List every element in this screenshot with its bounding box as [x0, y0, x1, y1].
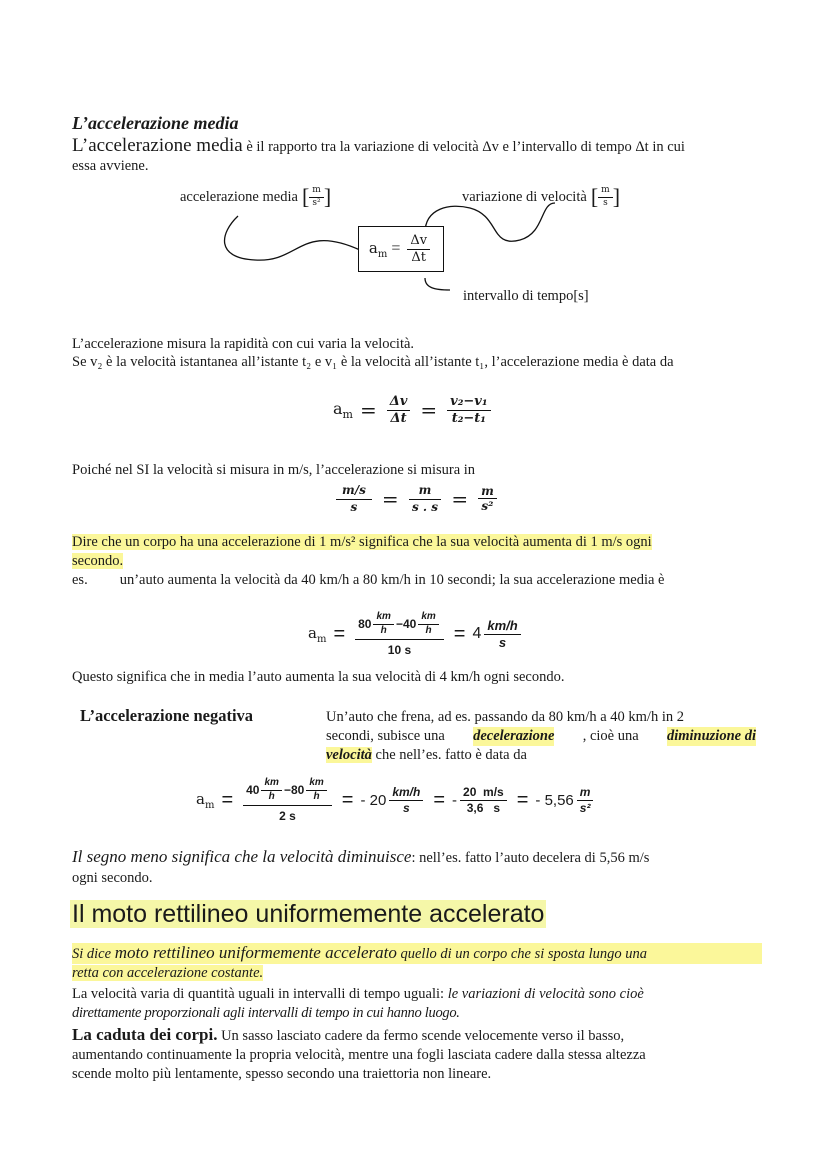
- section-title-accelerazione-negativa: L’accelerazione negativa: [80, 706, 254, 725]
- label-accelerazione-media: accelerazione media [ $\frac{m}{\text{s²}}$ ]: [180, 184, 332, 209]
- example-paragraph: [72, 571, 664, 590]
- paragraph-se: Se v₂ è la velocità istantanea all’istante t₂ e v₁ è la velocità all’istante t₁, l’accelerazione media è data da: [72, 354, 674, 370]
- paragraph-rapidita: L’accelerazione misura la rapidità con cui varia la velocità.: [72, 336, 415, 352]
- definition-moto: Si dice moto rettilineo uniformemente accelerato quello di un corpo che si sposta lungo una retta con accelerazione costante.: [72, 943, 762, 983]
- definition-rest: è il rapporto tra la variazione di velocità Δv e l’intervallo di tempo Δt in cui: [242, 139, 685, 155]
- falling-bodies-paragraph: La caduta dei corpi. Un sasso lasciato cadere da fermo scende velocemente verso il basso, aumentando continuamente la propria velocità, mentre una fogli lasciata cadere dalla stessa altezza scende molto più lentamente, spesso secondo una traiettoria non lineare.: [72, 1025, 646, 1082]
- negative-acceleration-text: Un’auto che frena, ad es. passando da 80 km/h a 40 km/h in 2 secondi, subisce una decelerazione , cioè una diminuzione di velocità che nell’es. fatto è data da: [326, 709, 756, 763]
- formula-decelerazione: $a_m$ = 40 $\frac{km}{h}$ − 80 $\frac{km}{h}$ 2 s = - 20 $\frac{km/h}{s}$ = - $\frac{20 m/s}{3,6 s}$ = - 5,56 $\frac{m}{\text{s²}}$: [196, 778, 596, 823]
- highlight-statement: Dire che un corpo ha una accelerazione di 1 m/s² significa che la sua velocità aumenta di 1 m/s ogni secondo.: [72, 534, 652, 569]
- es-label: es.: [72, 572, 88, 588]
- formula-lhs: $a_m$: [368, 238, 388, 260]
- formula-box: $a_m$ = $\frac{\Delta v}{\Delta t}$: [358, 226, 444, 272]
- label-intervallo-tempo: intervallo di tempo[s]: [463, 288, 589, 304]
- paragraph-meaning: Questo significa che in media l’auto aumenta la sua velocità di 4 km/h ogni secondo.: [72, 669, 565, 685]
- section-title-accelerazione-media: L’accelerazione media: [72, 113, 239, 133]
- formula-accelerazione-media: $a_m$ = $\frac{\Delta v}{\Delta t}$ = $\frac{\text{v₂−v₁}}{\text{t₂−t₁}}$: [333, 395, 494, 425]
- label-variazione-velocita: variazione di velocità [ $\frac{m}{s}$ ]: [462, 184, 621, 209]
- velocity-variation-paragraph: La velocità varia di quantità uguali in intervalli di tempo uguali: le variazioni di velocità sono cioè direttamente proporzionali agli intervalli di tempo in cui hanno luogo.: [72, 986, 644, 1021]
- definition-paragraph: [72, 136, 762, 176]
- section-title-moto-uniformemente-accelerato: Il moto rettilineo uniformemente accelerato: [72, 900, 545, 928]
- formula-unita: $\frac{m/s}{s}$ = $\frac{m}{s . s}$ = $\frac{m}{\text{s²}}$: [333, 484, 500, 513]
- definition-line2: essa avviene.: [72, 158, 149, 174]
- acceleration-diagram: [160, 178, 660, 308]
- es-text: un’auto aumenta la velocità da 40 km/h a 80 km/h in 10 secondi; la sua accelerazione media è: [119, 572, 665, 588]
- formula-esempio: $a_m$ = 80 $\frac{km}{h}$ − 40 $\frac{km}{h}$ 10 s = 4 $\frac{km/h}{s}$: [308, 612, 524, 657]
- definition-lead: L’accelerazione media: [72, 135, 243, 156]
- paragraph-si: Poiché nel SI la velocità si misura in m/s, l’accelerazione si misura in: [72, 462, 476, 478]
- sign-paragraph: Il segno meno significa che la velocità diminuisce: nell’es. fatto l’auto decelera di 5,56 m/s ogni secondo.: [72, 847, 650, 886]
